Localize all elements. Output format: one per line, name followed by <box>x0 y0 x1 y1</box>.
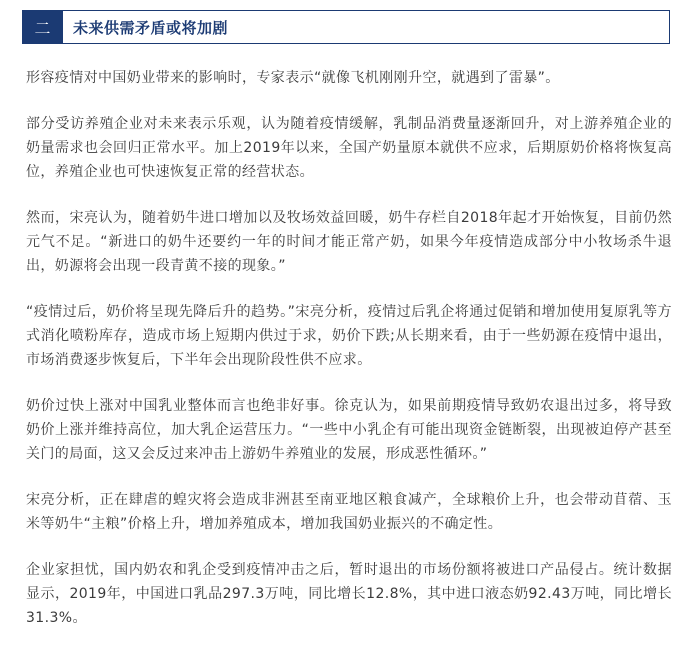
paragraph-6: 宋亮分析，正在肆虐的蝗灾将会造成非洲甚至南亚地区粮食减产，全球粮价上升，也会带动苜蓿、玉米等奶牛“主粮”价格上升，增加养殖成本，增加我国奶业振兴的不确定性。 <box>26 492 672 532</box>
paragraph-5: 奶价过快上涨对中国乳业整体而言也绝非好事。徐克认为，如果前期疫情导致奶农退出过多，将导致奶价上涨并维持高位，加大乳企运营压力。“一些中小乳企有可能出现资金链断裂，出现被迫停产甚至关门的局面，这又会反过来冲击上游奶牛养殖业的发展，形成恶性循环。” <box>26 398 672 462</box>
section-number: 二 <box>23 11 63 43</box>
section-title: 未来供需矛盾或将加剧 <box>73 18 229 37</box>
paragraph-1: 形容疫情对中国奶业带来的影响时，专家表示“就像飞机刚刚升空，就遇到了雷暴”。 <box>26 70 560 86</box>
paragraph-2: 部分受访养殖企业对未来表示乐观，认为随着疫情缓解，乳制品消费量逐渐回升，对上游养殖企业的奶量需求也会回归正常水平。加上2019年以来，全国产奶量原本就供不应求，后期原奶价格将恢复高位，养殖企业也可快速恢复正常的经营状态。 <box>26 116 672 180</box>
article-body <box>26 66 672 652</box>
section-header <box>22 10 670 44</box>
paragraph-4: “疫情过后，奶价将呈现先降后升的趋势。”宋亮分析，疫情过后乳企将通过促销和增加使用复原乳等方式消化喷粉库存，造成市场上短期内供过于求，奶价下跌;从长期来看，由于一些奶源在疫情中退出，市场消费逐步恢复后，下半年会出现阶段性供不应求。 <box>26 304 672 368</box>
paragraph-3: 然而，宋亮认为，随着奶牛进口增加以及牧场效益回暖，奶牛存栏自2018年起才开始恢复，目前仍然元气不足。“新进口的奶牛还要约一年的时间才能正常产奶，如果今年疫情造成部分中小牧场杀牛退出，奶源将会出现一段青黄不接的现象。” <box>26 210 672 274</box>
paragraph-7: 企业家担忧，国内奶农和乳企受到疫情冲击之后，暂时退出的市场份额将被进口产品侵占。统计数据显示，2019年，中国进口乳品297.3万吨，同比增长12.8%，其中进口液态奶92.43万吨，同比增长31.3%。 <box>26 562 672 626</box>
